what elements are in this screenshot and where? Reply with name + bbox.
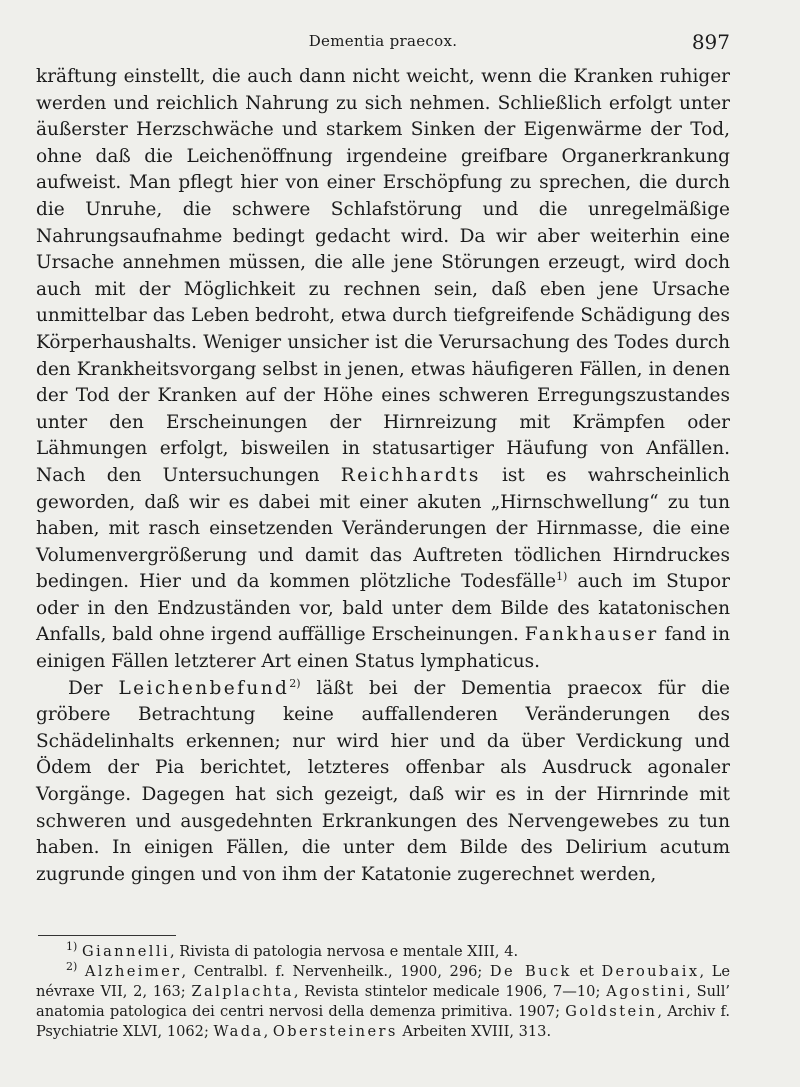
paragraph-text: fand in einigen Fällen letzterer Art einen Status lymphaticus.	[36, 624, 730, 673]
footnote-author: Obersteiners	[272, 1023, 398, 1040]
footnote-author: Agostini	[606, 983, 687, 1000]
footnote-2	[36, 962, 730, 1042]
footnotes	[36, 942, 730, 1042]
footnote-author: De Buck	[489, 963, 572, 980]
footnote-text: ,	[263, 1023, 269, 1040]
paragraph-1	[36, 64, 730, 676]
footnote-text: , Rivista di patologia nervosa e mentale XIII, 4.	[170, 943, 519, 960]
footnote-author: Goldstein	[565, 1003, 658, 1020]
footnote-author: Alzheimer	[84, 963, 182, 980]
author-name: Fankhauser	[524, 624, 659, 646]
paragraph-2	[36, 676, 730, 889]
footnote-text: et	[579, 963, 594, 980]
body-text	[36, 64, 730, 888]
emphasized-term: Leichenbefund	[118, 677, 290, 699]
footnote-reference: 2)	[289, 676, 301, 690]
footnote-text: , Revista stintelor medicale 1906, 7—10;	[293, 983, 601, 1000]
footnote-reference: 1)	[556, 570, 568, 584]
footnote-text: Arbeiten XVIII, 313.	[402, 1023, 552, 1040]
footnote-author: Deroubaix	[601, 963, 700, 980]
footnote-mark: 1)	[66, 940, 78, 954]
footnote-text: , Sull’ anatomia patologica dei centri nervosi della demenza primitiva. 1907;	[36, 983, 731, 1020]
page-header	[36, 28, 730, 58]
paragraph-text: ist es wahrscheinlich geworden, daß wir es dabei mit einer akuten „Hirnschwellung“ zu tun haben, mit rasch einsetzenden Veränderungen der Hirnmasse, die eine Volumenvergrößerung und damit das Auftreten tödlichen Hirndruckes bedingen. Hier und da kommen plötzliche Todesfälle	[36, 464, 730, 593]
paragraph-text: Der	[68, 677, 103, 699]
footnote-text: , Le névraxe VII, 2, 163;	[36, 963, 731, 1000]
footnote-author: Zalplachta	[191, 983, 294, 1000]
paragraph-text: auch im Stupor oder in den Endzuständen vor, bald unter dem Bilde des katatonischen Anfalls, bald ohne irgend auffällige Erscheinungen.	[36, 571, 730, 646]
page-number: 897	[691, 30, 730, 54]
footnote-divider	[38, 935, 176, 936]
footnote-author: Wada	[213, 1023, 264, 1040]
footnote-author: Giannelli	[81, 943, 171, 960]
footnote-text: , Centralbl. f. Nervenheilk., 1900, 296;	[181, 963, 483, 980]
author-name: Reichhardts	[340, 464, 481, 486]
footnote-mark: 2)	[66, 960, 78, 974]
paragraph-text: läßt bei der Dementia praecox für die gröbere Betrachtung keine auffallenderen Veränderungen des Schädelinhalts erkennen; nur wird hier und da über Verdickung und Ödem der Pia berichtet, letzteres offenbar als Ausdruck agonaler Vorgänge. Dagegen hat sich gezeigt, daß wir es in der Hirnrinde mit schweren und ausgedehnten Erkrankungen des Nervengewebes zu tun haben. In einigen Fällen, die unter dem Bilde des Delirium acutum zugrunde gingen und von ihm der Katatonie zugerechnet werden,	[36, 677, 730, 885]
footnote-text: , Archiv f. Psychiatrie XLVI, 1062;	[36, 1003, 730, 1040]
running-title: Dementia praecox.	[308, 32, 458, 50]
footnote-1	[36, 942, 730, 962]
paragraph-text: kräftung einstellt, die auch dann nicht weicht, wenn die Kranken ruhiger werden und reichlich Nahrung zu sich nehmen. Schließlich erfolgt unter äußerster Herzschwäche und starkem Sinken der Eigenwärme der Tod, ohne daß die Leichenöffnung irgendeine greifbare Organerkrankung aufweist. Man pflegt hier von einer Erschöpfung zu sprechen, die durch die Unruhe, die schwere Schlafstörung und die unregelmäßige Nahrungsaufnahme bedingt gedacht wird. Da wir aber weiterhin eine Ursache annehmen müssen, die alle jene Störungen erzeugt, wird doch auch mit der Möglichkeit zu rechnen sein, daß eben jene Ursache unmittelbar das Leben bedroht, etwa durch tiefgreifende Schädigung des Körperhaushalts. Weniger unsicher ist die Verursachung des Todes durch den Krankheitsvorgang selbst in jenen, etwas häufigeren Fällen, in denen der Tod der Kranken auf der Höhe eines schweren Erregungszustandes unter den Erscheinungen der Hirnreizung mit Krämpfen oder Lähmungen erfolgt, bisweilen in statusartiger Häufung von Anfällen. Nach den Untersuchungen	[36, 66, 730, 486]
